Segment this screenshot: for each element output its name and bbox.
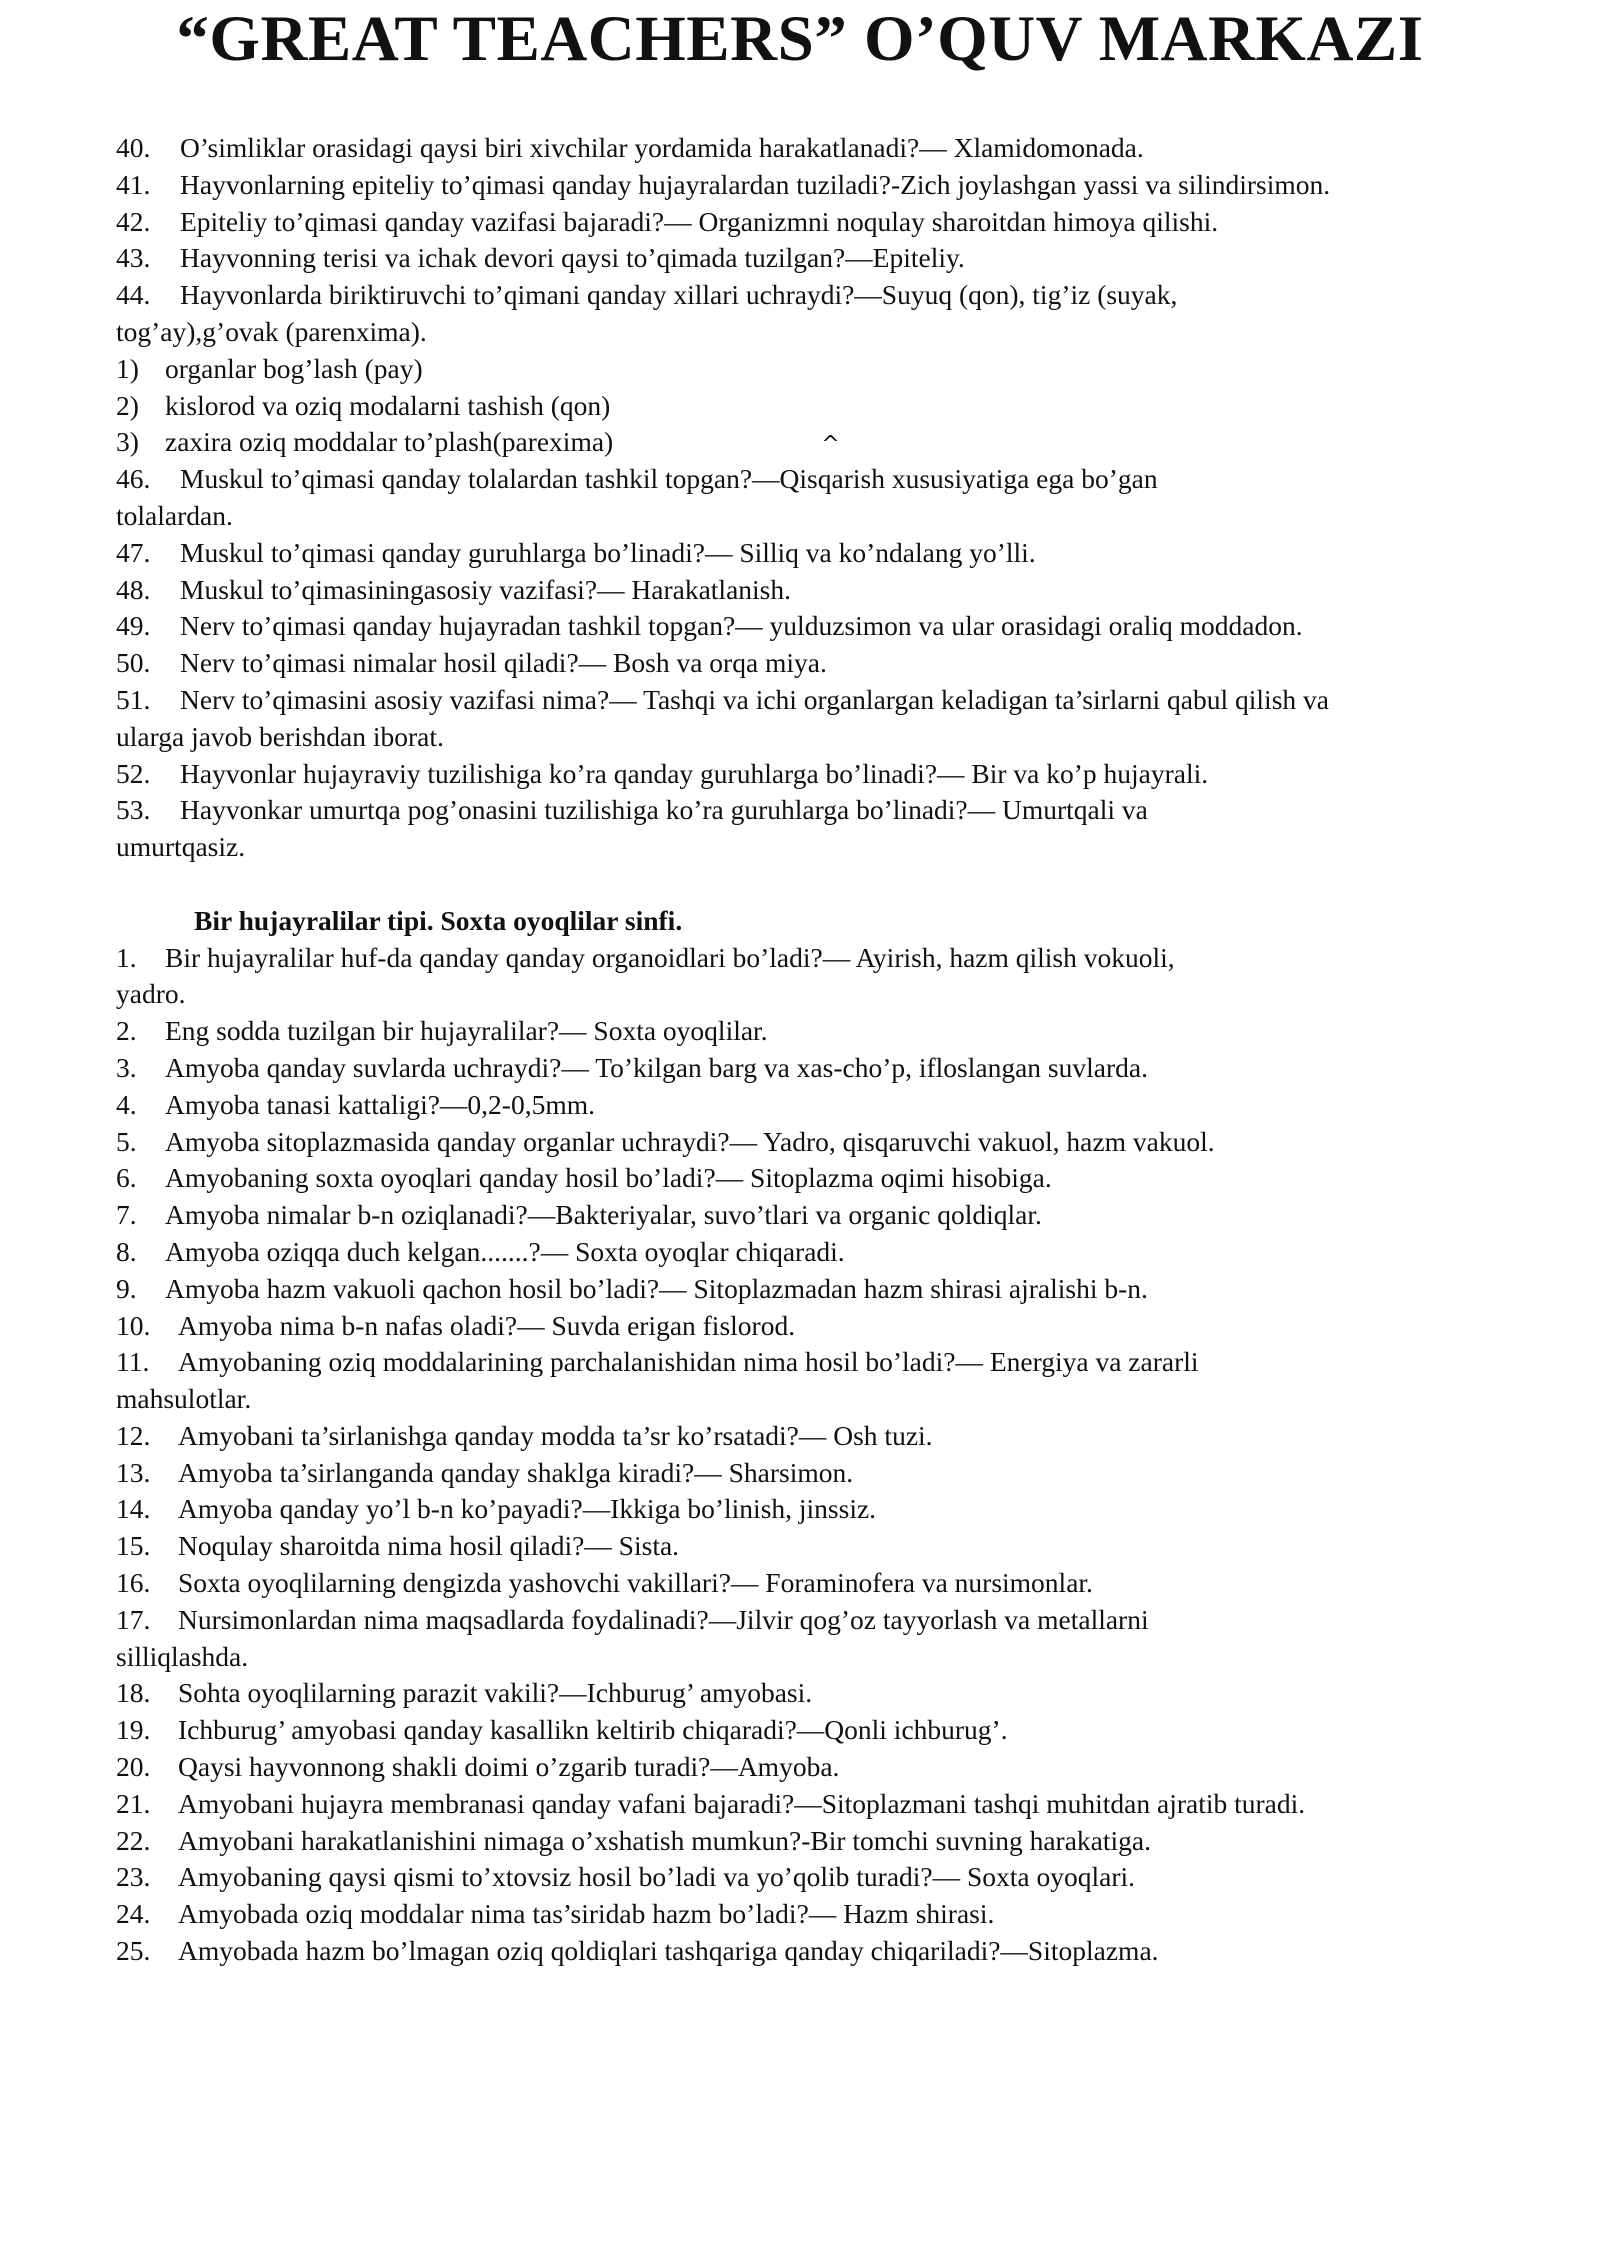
list-item: [116, 1896, 1556, 1933]
list-item: [116, 1786, 1556, 1823]
item-text-continued: yadro.: [116, 978, 186, 1010]
item-number: 20.: [116, 1751, 151, 1783]
list-item: [116, 277, 1556, 314]
item-number: 12.: [116, 1419, 151, 1451]
item-number: 14.: [116, 1493, 151, 1525]
item-number: 2.: [116, 1015, 137, 1047]
item-number: 24.: [116, 1898, 151, 1930]
item-number: 10.: [116, 1309, 151, 1341]
list-item: [116, 1491, 1556, 1528]
list-item: [116, 1271, 1556, 1308]
item-text: Amyoba qanday suvlarda uchraydi?— To’kilgan barg va xas-cho’p, ifloslangan suvlarda.: [165, 1051, 1148, 1083]
item-number: 51.: [116, 683, 151, 715]
item-text: Amyoba hazm vakuoli qachon hosil bo’ladi?— Sitoplazmadan hazm shirasi ajralishi b-n.: [165, 1272, 1148, 1304]
list-item: [116, 572, 1556, 609]
item-number: 23.: [116, 1861, 151, 1893]
item-text: Sohta oyoqlilarning parazit vakili?—Ichburug’ amyobasi.: [178, 1677, 813, 1709]
item-text: Amyobaning qaysi qismi to’xtovsiz hosil bo’ladi va yo’qolib turadi?— Soxta oyoqlari.: [178, 1861, 1136, 1893]
list-item: [116, 351, 1556, 388]
item-number: 19.: [116, 1714, 151, 1746]
list-item: [116, 1308, 1556, 1345]
list-item: [116, 424, 1556, 461]
item-number: 49.: [116, 610, 151, 642]
item-text: Hayvonlarning epiteliy to’qimasi qanday hujayralardan tuziladi?-Zich joylashgan yassi va silindirsimon.: [180, 168, 1331, 200]
item-text: Epiteliy to’qimasi qanday vazifasi bajaradi?— Organizmni noqulay sharoitdan himoya qilishi.: [180, 205, 1219, 237]
item-number: 47.: [116, 536, 151, 568]
list-item: [116, 645, 1556, 682]
item-text: Amyoba oziqqa duch kelgan.......?— Soxta oyoqlar chiqaradi.: [165, 1235, 845, 1267]
item-number: 48.: [116, 573, 151, 605]
list-item: [116, 1234, 1556, 1271]
item-text: Nerv to’qimasi nimalar hosil qiladi?— Bosh va orqa miya.: [180, 647, 827, 679]
list-item: [116, 1087, 1556, 1124]
item-number: 11.: [116, 1346, 150, 1378]
list-item: [116, 1050, 1556, 1087]
item-text: Amyobani hujayra membranasi qanday vafani bajaradi?—Sitoplazmani tashqi muhitdan ajratib turadi.: [178, 1787, 1306, 1819]
item-text: Amyoba qanday yo’l b-n ko’payadi?—Ikkiga bo’linish, jinssiz.: [178, 1493, 877, 1525]
item-number: 17.: [116, 1603, 151, 1635]
item-text: Amyoba nimalar b-n oziqlanadi?—Bakteriyalar, suvo’tlari va organic qoldiqlar.: [165, 1199, 1042, 1231]
item-number: 5.: [116, 1125, 137, 1157]
list-item: [116, 1344, 1556, 1381]
item-text: Amyoba ta’sirlanganda qanday shaklga kiradi?— Sharsimon.: [178, 1456, 854, 1488]
item-number: 1): [116, 352, 139, 384]
list-item: [116, 1675, 1556, 1712]
list-item: [116, 940, 1556, 977]
item-number: 7.: [116, 1199, 137, 1231]
sub-list: [116, 351, 1556, 461]
item-text: Hayvonlarda biriktiruvchi to’qimani qanday xillari uchraydi?—Suyuq (qon), tig’iz (suyak,: [180, 279, 1178, 311]
list-item: [116, 240, 1556, 277]
item-number: 6.: [116, 1162, 137, 1194]
item-text: organlar bog’lash (pay): [165, 352, 423, 384]
item-text-continued: tog’ay),g’ovak (parenxima).: [116, 315, 427, 347]
item-text: Amyobani harakatlanishini nimaga o’xshatish mumkun?-Bir tomchi suvning harakatiga.: [178, 1824, 1151, 1856]
item-number: 3): [116, 426, 139, 458]
list-item: [116, 756, 1556, 793]
item-text-continued: ularga javob berishdan iborat.: [116, 720, 444, 752]
item-number: 22.: [116, 1824, 151, 1856]
list-item: [116, 1602, 1556, 1639]
list-item: [116, 1565, 1556, 1602]
page-title: “GREAT TEACHERS” O’QUV MARKAZI: [176, 3, 1424, 75]
item-number: 16.: [116, 1567, 151, 1599]
list-item: [116, 167, 1556, 204]
item-number: 44.: [116, 279, 151, 311]
list-item: [116, 130, 1556, 167]
list-item: [116, 792, 1556, 829]
item-text: Muskul to’qimasi qanday guruhlarga bo’linadi?— Silliq va ko’ndalang yo’lli.: [180, 536, 1036, 568]
item-text: Soxta oyoqlilarning dengizda yashovchi vakillari?— Foraminofera va nursimonlar.: [178, 1567, 1093, 1599]
list-item: [116, 682, 1556, 719]
item-number: 21.: [116, 1787, 151, 1819]
list-item: [116, 1013, 1556, 1050]
item-number: 8.: [116, 1235, 137, 1267]
item-text: Bir hujayralilar huf-da qanday qanday organoidlari bo’ladi?— Ayirish, hazm qilish vokuoli,: [165, 941, 1175, 973]
item-text: Hayvonlar hujayraviy tuzilishiga ko’ra qanday guruhlarga bo’linadi?— Bir va ko’p hujayrali.: [180, 757, 1209, 789]
item-text: Nerv to’qimasini asosiy vazifasi nima?— Tashqi va ichi organlargan keladigan ta’sirlarni qabul qilish va: [180, 683, 1329, 715]
list-item: [116, 1528, 1556, 1565]
question-list-part-1: [116, 130, 1556, 351]
list-item: [116, 1749, 1556, 1786]
item-text: Noqulay sharoitda nima hosil qiladi?— Sista.: [178, 1530, 680, 1562]
list-item: [116, 608, 1556, 645]
section-heading: Bir hujayralilar tipi. Soxta oyoqlilar sinfi.: [194, 904, 683, 936]
item-text: Amyoba tanasi kattaligi?—0,2-0,5mm.: [165, 1088, 595, 1120]
item-text: kislorod va oziq modalarni tashish (qon): [165, 389, 611, 421]
list-item: [116, 535, 1556, 572]
item-text-continued: umurtqasiz.: [116, 831, 246, 863]
item-number: 18.: [116, 1677, 151, 1709]
item-text: Amyobada hazm bo’lmagan oziq qoldiqlari tashqariga qanday chiqariladi?—Sitoplazma.: [178, 1935, 1159, 1967]
item-text: O’simliklar orasidagi qaysi biri xivchilar yordamida harakatlanadi?— Xlamidomonada.: [180, 132, 1144, 163]
list-item: [116, 1160, 1556, 1197]
item-number: 42.: [116, 205, 151, 237]
item-number: 40.: [116, 132, 151, 163]
item-text: Muskul to’qimasi qanday tolalardan tashkil topgan?—Qisqarish xususiyatiga ega bo’gan: [180, 463, 1158, 495]
item-number: 4.: [116, 1088, 137, 1120]
item-number: 53.: [116, 794, 151, 826]
list-item: [116, 1418, 1556, 1455]
item-text: Amyobaning oziq moddalarining parchalanishidan nima hosil bo’ladi?— Energiya va zararli: [178, 1346, 1199, 1378]
item-text: Amyoba sitoplazmasida qanday organlar uchraydi?— Yadro, qisqaruvchi vakuol, hazm vakuol.: [165, 1125, 1215, 1157]
document-body: [116, 130, 1556, 1970]
item-text: Amyobani ta’sirlanishga qanday modda ta’sr ko’rsatadi?— Osh tuzi.: [178, 1419, 933, 1451]
item-text: Amyobada oziq moddalar nima tas’siridab hazm bo’ladi?— Hazm shirasi.: [178, 1898, 995, 1930]
item-text: Amyobaning soxta oyoqlari qanday hosil bo’ladi?— Sitoplazma oqimi hisobiga.: [165, 1162, 1052, 1194]
caret-mark: ^: [821, 432, 840, 458]
item-number: 46.: [116, 463, 151, 495]
list-item: [116, 1197, 1556, 1234]
item-text-continued: mahsulotlar.: [116, 1383, 252, 1415]
item-text: Nursimonlardan nima maqsadlarda foydalinadi?—Jilvir qog’oz tayyorlash va metallarni: [178, 1603, 1149, 1635]
item-text: Hayvonkar umurtqa pog’onasini tuzilishiga ko’ra guruhlarga bo’linadi?— Umurtqali va: [180, 794, 1148, 826]
blank-line: [116, 866, 1556, 903]
item-text-continued: silliqlashda.: [116, 1640, 249, 1672]
list-item: [116, 204, 1556, 241]
list-item: [116, 1823, 1556, 1860]
item-number: 52.: [116, 757, 151, 789]
item-text: Hayvonning terisi va ichak devori qaysi to’qimada tuzilgan?—Epiteliy.: [180, 242, 965, 274]
item-text: Eng sodda tuzilgan bir hujayralilar?— Soxta oyoqlilar.: [165, 1015, 768, 1047]
item-number: 25.: [116, 1935, 151, 1967]
item-number: 43.: [116, 242, 151, 274]
item-text: Nerv to’qimasi qanday hujayradan tashkil topgan?— yulduzsimon va ular orasidagi oraliq moddadon.: [180, 610, 1303, 642]
list-item: [116, 1455, 1556, 1492]
item-text: Muskul to’qimasiningasosiy vazifasi?— Harakatlanish.: [180, 573, 791, 605]
item-text: Ichburug’ amyobasi qanday kasallikn keltirib chiqaradi?—Qonli ichburug’.: [178, 1714, 1008, 1746]
item-text: Qaysi hayvonnong shakli doimi o’zgarib turadi?—Amyoba.: [178, 1751, 840, 1783]
list-item: [116, 1124, 1556, 1161]
list-item: [116, 461, 1556, 498]
list-item: [116, 388, 1556, 425]
item-text-continued: tolalardan.: [116, 499, 233, 531]
section-question-list: [116, 940, 1556, 1970]
item-number: 1.: [116, 941, 137, 973]
list-item: [116, 1933, 1556, 1970]
item-number: 15.: [116, 1530, 151, 1562]
list-item: [116, 1712, 1556, 1749]
item-number: 50.: [116, 647, 151, 679]
list-item: [116, 1859, 1556, 1896]
item-text: zaxira oziq moddalar to’plash(parexima): [165, 426, 614, 458]
question-list-part-2: [116, 461, 1556, 866]
item-number: 13.: [116, 1456, 151, 1488]
item-number: 2): [116, 389, 139, 421]
item-number: 41.: [116, 168, 151, 200]
item-text: Amyoba nima b-n nafas oladi?— Suvda erigan fislorod.: [178, 1309, 796, 1341]
item-number: 3.: [116, 1051, 137, 1083]
item-number: 9.: [116, 1272, 137, 1304]
